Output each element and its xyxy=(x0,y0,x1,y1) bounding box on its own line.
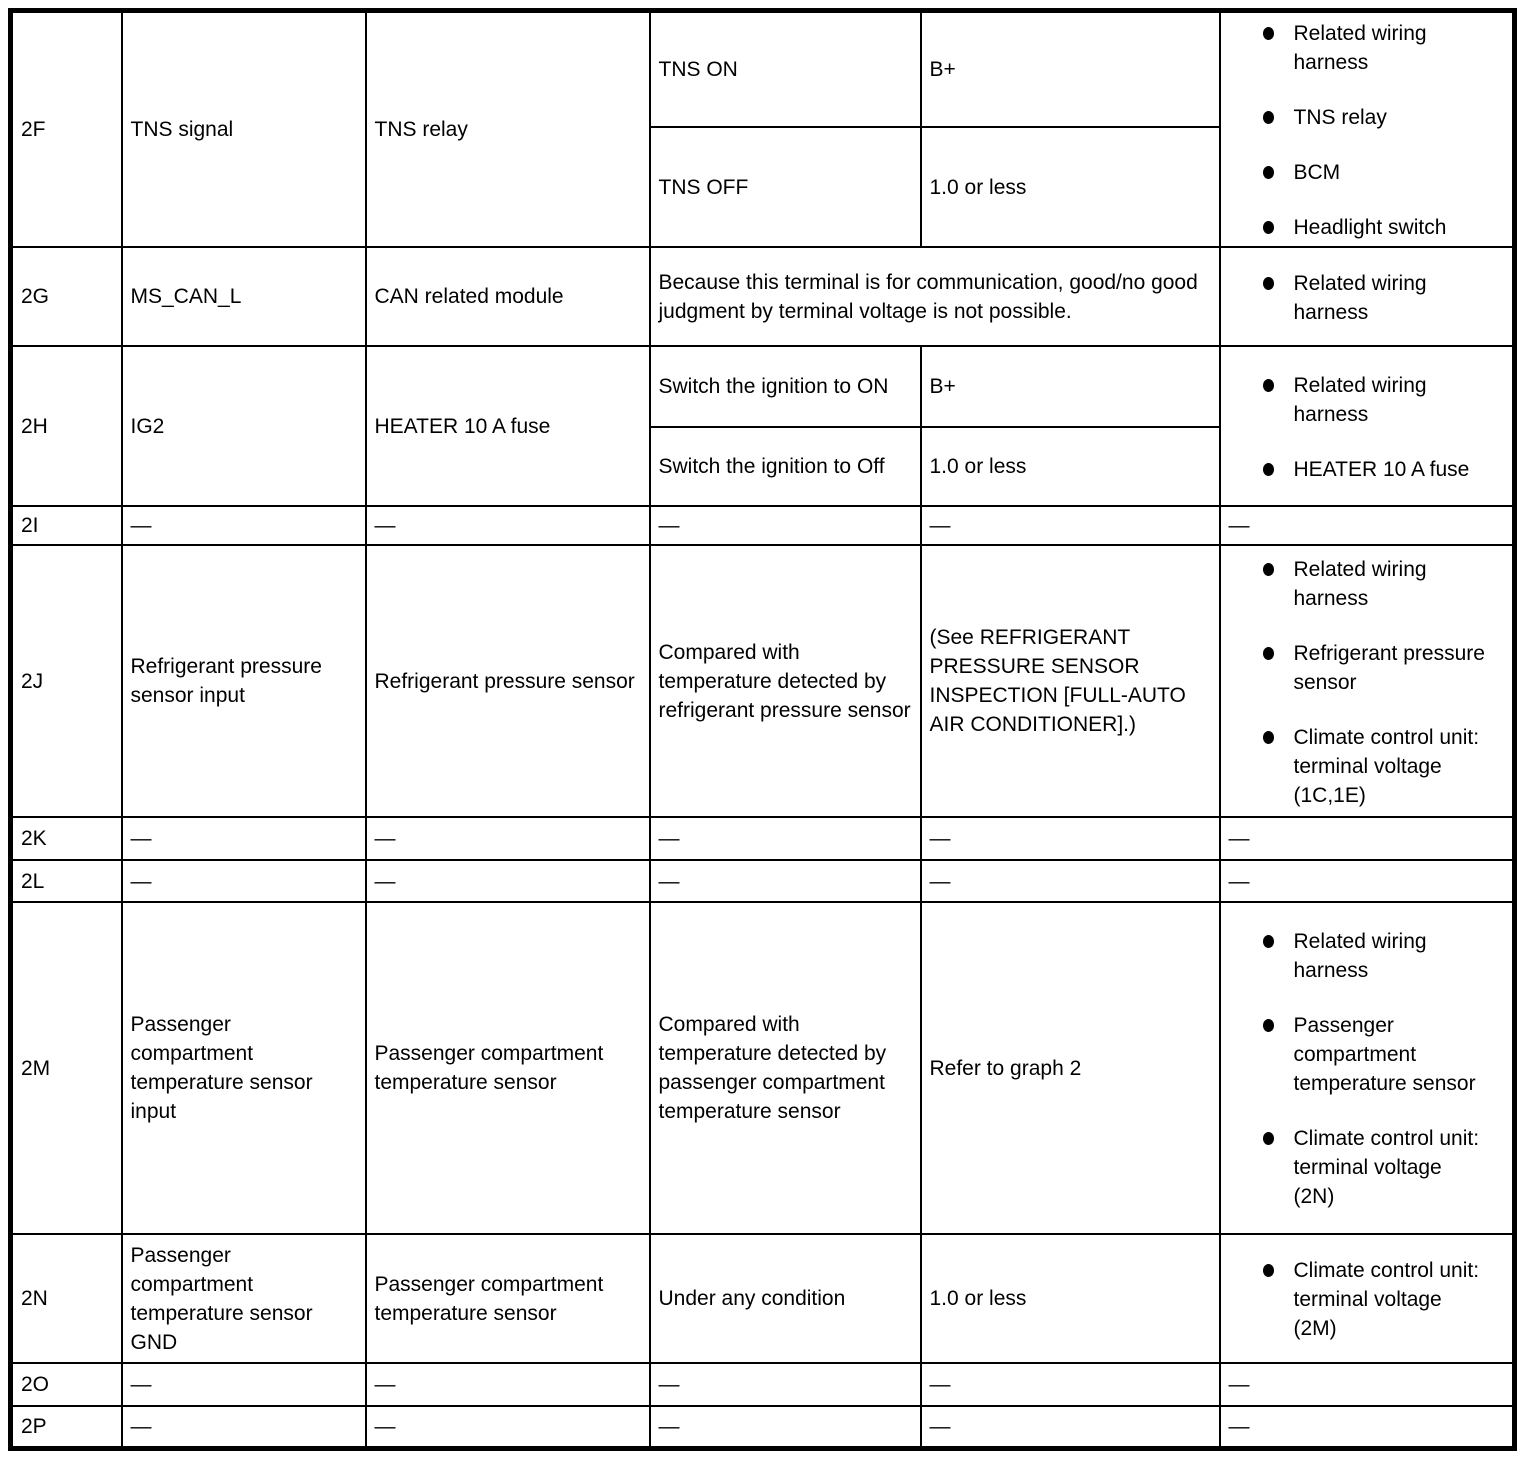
inspection-item: HEATER 10 A fuse xyxy=(1263,455,1505,484)
connected-cell: — xyxy=(366,860,650,902)
table-row xyxy=(11,346,1515,427)
inspection-cell: — xyxy=(1220,1363,1515,1406)
inspection-list xyxy=(1229,925,1505,1211)
bullet-icon xyxy=(1263,166,1274,179)
bullet-icon xyxy=(1263,1019,1274,1032)
connected-cell: — xyxy=(366,817,650,860)
voltage-cell: — xyxy=(921,1363,1220,1406)
voltage-cell: — xyxy=(921,817,1220,860)
inspection-cell: — xyxy=(1220,506,1515,545)
inspection-cell: — xyxy=(1220,817,1515,860)
condition-cell: Switch the ignition to Off xyxy=(650,427,921,506)
connected-cell: Passenger compartment temperature sensor xyxy=(366,902,650,1234)
voltage-cell: — xyxy=(921,506,1220,545)
inspection-list xyxy=(1229,267,1505,327)
signal-cell: — xyxy=(122,506,366,545)
inspection-list xyxy=(1229,369,1505,484)
condition-cell: Switch the ignition to ON xyxy=(650,346,921,427)
inspection-item: Related wiring harness xyxy=(1263,555,1505,613)
condition-cell: — xyxy=(650,506,921,545)
signal-cell: IG2 xyxy=(122,346,366,506)
inspection-cell xyxy=(1220,346,1515,506)
terminal-cell: 2L xyxy=(11,860,122,902)
table-row xyxy=(11,545,1515,817)
signal-cell: — xyxy=(122,817,366,860)
terminal-voltage-table xyxy=(8,8,1517,1451)
inspection-item: Refrigerant pressure sensor xyxy=(1263,639,1505,697)
inspection-item: Climate control unit: terminal voltage (1C,1E) xyxy=(1263,723,1505,810)
inspection-cell: — xyxy=(1220,1406,1515,1448)
table-row xyxy=(11,1234,1515,1363)
condition-cell: — xyxy=(650,860,921,902)
voltage-cell: B+ xyxy=(921,346,1220,427)
bullet-icon xyxy=(1263,463,1274,476)
inspection-cell xyxy=(1220,1234,1515,1363)
table-row xyxy=(11,817,1515,860)
note-cell: Because this terminal is for communication, good/no good judgment by terminal voltage is not possible. xyxy=(650,247,1220,346)
terminal-cell: 2N xyxy=(11,1234,122,1363)
bullet-icon xyxy=(1263,1132,1274,1145)
signal-cell: Passenger compartment temperature sensor input xyxy=(122,902,366,1234)
voltage-cell: 1.0 or less xyxy=(921,1234,1220,1363)
condition-cell: Under any condition xyxy=(650,1234,921,1363)
inspection-item: Related wiring harness xyxy=(1263,19,1505,77)
table-row xyxy=(11,247,1515,346)
bullet-icon xyxy=(1263,221,1274,234)
terminal-cell: 2P xyxy=(11,1406,122,1448)
voltage-cell: (See REFRIGERANT PRESSURE SENSOR INSPECTION [FULL-AUTO AIR CONDITIONER].) xyxy=(921,545,1220,817)
terminal-cell: 2O xyxy=(11,1363,122,1406)
inspection-item: Related wiring harness xyxy=(1263,371,1505,429)
condition-cell: — xyxy=(650,1363,921,1406)
condition-cell: TNS ON xyxy=(650,11,921,128)
terminal-cell: 2F xyxy=(11,11,122,248)
inspection-item: Climate control unit: terminal voltage (2N) xyxy=(1263,1124,1505,1211)
table-row xyxy=(11,506,1515,545)
terminal-cell: 2H xyxy=(11,346,122,506)
connected-cell: — xyxy=(366,506,650,545)
bullet-icon xyxy=(1263,731,1274,744)
signal-cell: Passenger compartment temperature sensor GND xyxy=(122,1234,366,1363)
bullet-icon xyxy=(1263,277,1274,290)
bullet-icon xyxy=(1263,27,1274,40)
terminal-cell: 2G xyxy=(11,247,122,346)
signal-cell: MS_CAN_L xyxy=(122,247,366,346)
connected-cell: — xyxy=(366,1363,650,1406)
signal-cell: — xyxy=(122,1363,366,1406)
bullet-icon xyxy=(1263,647,1274,660)
bullet-icon xyxy=(1263,111,1274,124)
connected-cell: Refrigerant pressure sensor xyxy=(366,545,650,817)
connected-cell: TNS relay xyxy=(366,11,650,248)
voltage-cell: Refer to graph 2 xyxy=(921,902,1220,1234)
table-row xyxy=(11,11,1515,128)
table-row xyxy=(11,902,1515,1234)
connected-cell: Passenger compartment temperature sensor xyxy=(366,1234,650,1363)
signal-cell: TNS signal xyxy=(122,11,366,248)
inspection-item: BCM xyxy=(1263,158,1505,187)
inspection-item: Headlight switch xyxy=(1263,213,1505,242)
bullet-icon xyxy=(1263,379,1274,392)
inspection-list xyxy=(1229,1254,1505,1343)
terminal-cell: 2M xyxy=(11,902,122,1234)
inspection-item: Related wiring harness xyxy=(1263,927,1505,985)
inspection-item: TNS relay xyxy=(1263,103,1505,132)
inspection-list xyxy=(1229,553,1505,810)
condition-cell: TNS OFF xyxy=(650,127,921,247)
bullet-icon xyxy=(1263,563,1274,576)
table-row xyxy=(11,1406,1515,1448)
voltage-cell: — xyxy=(921,860,1220,902)
connected-cell: CAN related module xyxy=(366,247,650,346)
signal-cell: — xyxy=(122,1406,366,1448)
connected-cell: — xyxy=(366,1406,650,1448)
condition-cell: Compared with temperature detected by refrigerant pressure sensor xyxy=(650,545,921,817)
bullet-icon xyxy=(1263,935,1274,948)
connected-cell: HEATER 10 A fuse xyxy=(366,346,650,506)
inspection-cell xyxy=(1220,902,1515,1234)
voltage-cell: B+ xyxy=(921,11,1220,128)
condition-cell: Compared with temperature detected by passenger compartment temperature sensor xyxy=(650,902,921,1234)
condition-cell: — xyxy=(650,1406,921,1448)
voltage-cell: 1.0 or less xyxy=(921,427,1220,506)
inspection-cell: — xyxy=(1220,860,1515,902)
signal-cell: Refrigerant pressure sensor input xyxy=(122,545,366,817)
bullet-icon xyxy=(1263,1264,1274,1277)
terminal-cell: 2I xyxy=(11,506,122,545)
condition-cell: — xyxy=(650,817,921,860)
terminal-cell: 2K xyxy=(11,817,122,860)
inspection-cell xyxy=(1220,11,1515,248)
inspection-list xyxy=(1229,17,1505,242)
inspection-cell xyxy=(1220,545,1515,817)
table-row xyxy=(11,1363,1515,1406)
signal-cell: — xyxy=(122,860,366,902)
inspection-cell xyxy=(1220,247,1515,346)
voltage-cell: 1.0 or less xyxy=(921,127,1220,247)
voltage-cell: — xyxy=(921,1406,1220,1448)
inspection-item: Climate control unit: terminal voltage (2M) xyxy=(1263,1256,1505,1343)
table-row xyxy=(11,860,1515,902)
inspection-item: Related wiring harness xyxy=(1263,269,1505,327)
terminal-cell: 2J xyxy=(11,545,122,817)
inspection-item: Passenger compartment temperature sensor xyxy=(1263,1011,1505,1098)
